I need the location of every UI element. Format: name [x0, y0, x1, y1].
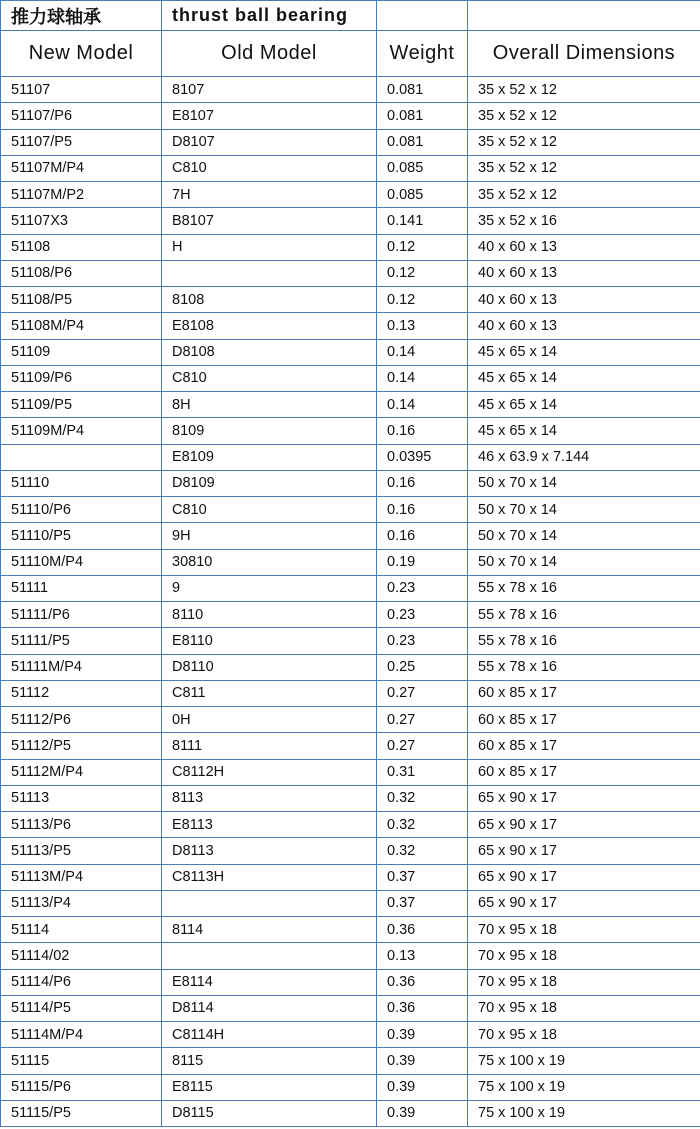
cell-dimensions: 60 x 85 x 17 [468, 733, 700, 759]
header-dimensions: Overall Dimensions [468, 31, 700, 77]
cell-old-model: 8109 [162, 418, 377, 444]
cell-weight: 0.085 [377, 155, 468, 181]
cell-weight: 0.081 [377, 129, 468, 155]
table-row [1, 497, 700, 523]
cell-dimensions: 40 x 60 x 13 [468, 260, 700, 286]
cell-dimensions: 70 x 95 x 18 [468, 969, 700, 995]
cell-old-model: D8107 [162, 129, 377, 155]
cell-dimensions: 50 x 70 x 14 [468, 549, 700, 575]
cell-weight: 0.19 [377, 549, 468, 575]
cell-new-model: 51112/P6 [1, 707, 162, 733]
cell-dimensions: 60 x 85 x 17 [468, 707, 700, 733]
cell-new-model: 51109 [1, 339, 162, 365]
cell-dimensions: 45 x 65 x 14 [468, 392, 700, 418]
table-row [1, 575, 700, 601]
cell-old-model: E8113 [162, 812, 377, 838]
table-row [1, 470, 700, 496]
table-row [1, 129, 700, 155]
cell-old-model: 7H [162, 182, 377, 208]
cell-new-model: 51107X3 [1, 208, 162, 234]
cell-dimensions: 60 x 85 x 17 [468, 759, 700, 785]
cell-weight: 0.23 [377, 602, 468, 628]
cell-new-model: 51111M/P4 [1, 654, 162, 680]
cell-old-model: C810 [162, 365, 377, 391]
cell-dimensions: 50 x 70 x 14 [468, 470, 700, 496]
cell-dimensions: 35 x 52 x 12 [468, 129, 700, 155]
title-chinese: 推力球轴承 [1, 1, 162, 31]
cell-weight: 0.37 [377, 890, 468, 916]
cell-old-model: D8113 [162, 838, 377, 864]
table-row [1, 943, 700, 969]
cell-old-model: C8113H [162, 864, 377, 890]
cell-new-model: 51107 [1, 77, 162, 103]
cell-dimensions: 35 x 52 x 12 [468, 182, 700, 208]
cell-old-model: C8112H [162, 759, 377, 785]
cell-old-model: E8114 [162, 969, 377, 995]
cell-old-model: H [162, 234, 377, 260]
table-row [1, 654, 700, 680]
cell-weight: 0.32 [377, 785, 468, 811]
cell-weight: 0.39 [377, 1022, 468, 1048]
table-row [1, 103, 700, 129]
cell-dimensions: 65 x 90 x 17 [468, 785, 700, 811]
cell-new-model: 51114/P6 [1, 969, 162, 995]
cell-dimensions: 40 x 60 x 13 [468, 234, 700, 260]
cell-old-model: 8H [162, 392, 377, 418]
cell-new-model: 51109/P6 [1, 365, 162, 391]
cell-new-model: 51113/P5 [1, 838, 162, 864]
cell-weight: 0.39 [377, 1100, 468, 1126]
cell-dimensions: 40 x 60 x 13 [468, 287, 700, 313]
cell-new-model: 51114 [1, 917, 162, 943]
cell-dimensions: 70 x 95 x 18 [468, 995, 700, 1021]
cell-weight: 0.23 [377, 628, 468, 654]
cell-weight: 0.32 [377, 812, 468, 838]
title-empty-cell [468, 1, 700, 31]
cell-old-model: D8115 [162, 1100, 377, 1126]
cell-old-model: 8114 [162, 917, 377, 943]
cell-old-model: C810 [162, 497, 377, 523]
table-row [1, 969, 700, 995]
table-row [1, 707, 700, 733]
cell-old-model: 8108 [162, 287, 377, 313]
cell-dimensions: 55 x 78 x 16 [468, 575, 700, 601]
cell-new-model: 51115/P6 [1, 1074, 162, 1100]
cell-new-model: 51114M/P4 [1, 1022, 162, 1048]
cell-new-model: 51108/P5 [1, 287, 162, 313]
cell-dimensions: 65 x 90 x 17 [468, 890, 700, 916]
cell-weight: 0.16 [377, 497, 468, 523]
table-row [1, 444, 700, 470]
cell-dimensions: 70 x 95 x 18 [468, 1022, 700, 1048]
cell-old-model: E8107 [162, 103, 377, 129]
cell-old-model: E8115 [162, 1074, 377, 1100]
cell-new-model: 51114/02 [1, 943, 162, 969]
cell-new-model: 51113/P6 [1, 812, 162, 838]
cell-old-model: 30810 [162, 549, 377, 575]
cell-dimensions: 50 x 70 x 14 [468, 523, 700, 549]
table-row [1, 759, 700, 785]
table-row [1, 234, 700, 260]
table-row [1, 680, 700, 706]
cell-new-model: 51113/P4 [1, 890, 162, 916]
cell-old-model: D8114 [162, 995, 377, 1021]
cell-dimensions: 40 x 60 x 13 [468, 313, 700, 339]
header-old-model: Old Model [162, 31, 377, 77]
table-row [1, 890, 700, 916]
table-row [1, 418, 700, 444]
cell-old-model [162, 943, 377, 969]
title-row [1, 1, 700, 31]
cell-weight: 0.12 [377, 260, 468, 286]
cell-weight: 0.081 [377, 103, 468, 129]
table-row [1, 838, 700, 864]
table-row [1, 287, 700, 313]
cell-weight: 0.14 [377, 365, 468, 391]
cell-old-model: C810 [162, 155, 377, 181]
cell-new-model: 51110/P5 [1, 523, 162, 549]
cell-dimensions: 45 x 65 x 14 [468, 365, 700, 391]
table-row [1, 812, 700, 838]
cell-dimensions: 75 x 100 x 19 [468, 1048, 700, 1074]
cell-old-model: D8109 [162, 470, 377, 496]
table-row [1, 182, 700, 208]
cell-old-model: 8111 [162, 733, 377, 759]
cell-new-model: 51115/P5 [1, 1100, 162, 1126]
cell-old-model [162, 260, 377, 286]
cell-new-model: 51111/P5 [1, 628, 162, 654]
cell-weight: 0.27 [377, 707, 468, 733]
cell-new-model: 51109/P5 [1, 392, 162, 418]
cell-new-model: 51110M/P4 [1, 549, 162, 575]
cell-old-model: 9 [162, 575, 377, 601]
table-row [1, 1100, 700, 1126]
cell-new-model: 51110 [1, 470, 162, 496]
cell-dimensions: 35 x 52 x 12 [468, 103, 700, 129]
table-row [1, 1022, 700, 1048]
cell-dimensions: 55 x 78 x 16 [468, 602, 700, 628]
header-new-model: New Model [1, 31, 162, 77]
cell-dimensions: 45 x 65 x 14 [468, 418, 700, 444]
table-row [1, 864, 700, 890]
cell-weight: 0.36 [377, 969, 468, 995]
cell-dimensions: 35 x 52 x 12 [468, 155, 700, 181]
cell-weight: 0.0395 [377, 444, 468, 470]
cell-dimensions: 55 x 78 x 16 [468, 628, 700, 654]
table-row [1, 549, 700, 575]
cell-dimensions: 75 x 100 x 19 [468, 1074, 700, 1100]
table-row [1, 313, 700, 339]
cell-weight: 0.32 [377, 838, 468, 864]
cell-weight: 0.31 [377, 759, 468, 785]
cell-new-model: 51112/P5 [1, 733, 162, 759]
table-row [1, 392, 700, 418]
table-row [1, 365, 700, 391]
cell-weight: 0.13 [377, 313, 468, 339]
cell-dimensions: 65 x 90 x 17 [468, 864, 700, 890]
header-row [1, 31, 700, 77]
cell-new-model: 51111 [1, 575, 162, 601]
cell-new-model: 51107M/P2 [1, 182, 162, 208]
cell-dimensions: 46 x 63.9 x 7.144 [468, 444, 700, 470]
table-row [1, 208, 700, 234]
cell-new-model: 51108M/P4 [1, 313, 162, 339]
cell-new-model: 51108/P6 [1, 260, 162, 286]
cell-weight: 0.39 [377, 1048, 468, 1074]
cell-dimensions: 35 x 52 x 12 [468, 77, 700, 103]
cell-old-model: E8110 [162, 628, 377, 654]
cell-new-model: 51112 [1, 680, 162, 706]
cell-weight: 0.36 [377, 995, 468, 1021]
cell-old-model: 8110 [162, 602, 377, 628]
cell-weight: 0.16 [377, 523, 468, 549]
cell-new-model: 51113 [1, 785, 162, 811]
cell-old-model: 0H [162, 707, 377, 733]
table-row [1, 995, 700, 1021]
cell-old-model: E8108 [162, 313, 377, 339]
table-row [1, 155, 700, 181]
cell-old-model: D8110 [162, 654, 377, 680]
cell-dimensions: 75 x 100 x 19 [468, 1100, 700, 1126]
title-empty-cell [377, 1, 468, 31]
table-row [1, 733, 700, 759]
cell-dimensions: 50 x 70 x 14 [468, 497, 700, 523]
cell-weight: 0.14 [377, 392, 468, 418]
cell-old-model: 8107 [162, 77, 377, 103]
table-row [1, 602, 700, 628]
table-row [1, 260, 700, 286]
cell-weight: 0.14 [377, 339, 468, 365]
cell-weight: 0.13 [377, 943, 468, 969]
table-body [1, 1, 700, 1127]
cell-dimensions: 65 x 90 x 17 [468, 812, 700, 838]
cell-old-model: 8115 [162, 1048, 377, 1074]
cell-dimensions: 60 x 85 x 17 [468, 680, 700, 706]
cell-weight: 0.27 [377, 680, 468, 706]
table-row [1, 77, 700, 103]
cell-weight: 0.39 [377, 1074, 468, 1100]
table-row [1, 628, 700, 654]
cell-weight: 0.12 [377, 234, 468, 260]
cell-weight: 0.23 [377, 575, 468, 601]
cell-new-model: 51107/P5 [1, 129, 162, 155]
cell-weight: 0.37 [377, 864, 468, 890]
cell-weight: 0.27 [377, 733, 468, 759]
table-row [1, 917, 700, 943]
table-row [1, 1074, 700, 1100]
cell-new-model: 51107/P6 [1, 103, 162, 129]
cell-new-model: 51115 [1, 1048, 162, 1074]
cell-old-model [162, 890, 377, 916]
cell-dimensions: 45 x 65 x 14 [468, 339, 700, 365]
cell-weight: 0.16 [377, 470, 468, 496]
table-row [1, 339, 700, 365]
cell-old-model: 9H [162, 523, 377, 549]
cell-old-model: B8107 [162, 208, 377, 234]
table-row [1, 785, 700, 811]
table-row [1, 1048, 700, 1074]
cell-new-model: 51109M/P4 [1, 418, 162, 444]
cell-new-model [1, 444, 162, 470]
cell-old-model: C811 [162, 680, 377, 706]
cell-weight: 0.085 [377, 182, 468, 208]
cell-dimensions: 70 x 95 x 18 [468, 943, 700, 969]
cell-weight: 0.081 [377, 77, 468, 103]
cell-old-model: 8113 [162, 785, 377, 811]
cell-dimensions: 65 x 90 x 17 [468, 838, 700, 864]
cell-new-model: 51110/P6 [1, 497, 162, 523]
cell-new-model: 51114/P5 [1, 995, 162, 1021]
cell-new-model: 51111/P6 [1, 602, 162, 628]
cell-new-model: 51107M/P4 [1, 155, 162, 181]
cell-dimensions: 70 x 95 x 18 [468, 917, 700, 943]
cell-weight: 0.25 [377, 654, 468, 680]
cell-new-model: 51112M/P4 [1, 759, 162, 785]
cell-dimensions: 55 x 78 x 16 [468, 654, 700, 680]
cell-weight: 0.12 [377, 287, 468, 313]
cell-new-model: 51108 [1, 234, 162, 260]
title-english: thrust ball bearing [162, 1, 377, 31]
header-weight: Weight [377, 31, 468, 77]
cell-dimensions: 35 x 52 x 16 [468, 208, 700, 234]
cell-weight: 0.141 [377, 208, 468, 234]
cell-old-model: D8108 [162, 339, 377, 365]
cell-weight: 0.36 [377, 917, 468, 943]
cell-new-model: 51113M/P4 [1, 864, 162, 890]
table-row [1, 523, 700, 549]
cell-weight: 0.16 [377, 418, 468, 444]
cell-old-model: E8109 [162, 444, 377, 470]
cell-old-model: C8114H [162, 1022, 377, 1048]
